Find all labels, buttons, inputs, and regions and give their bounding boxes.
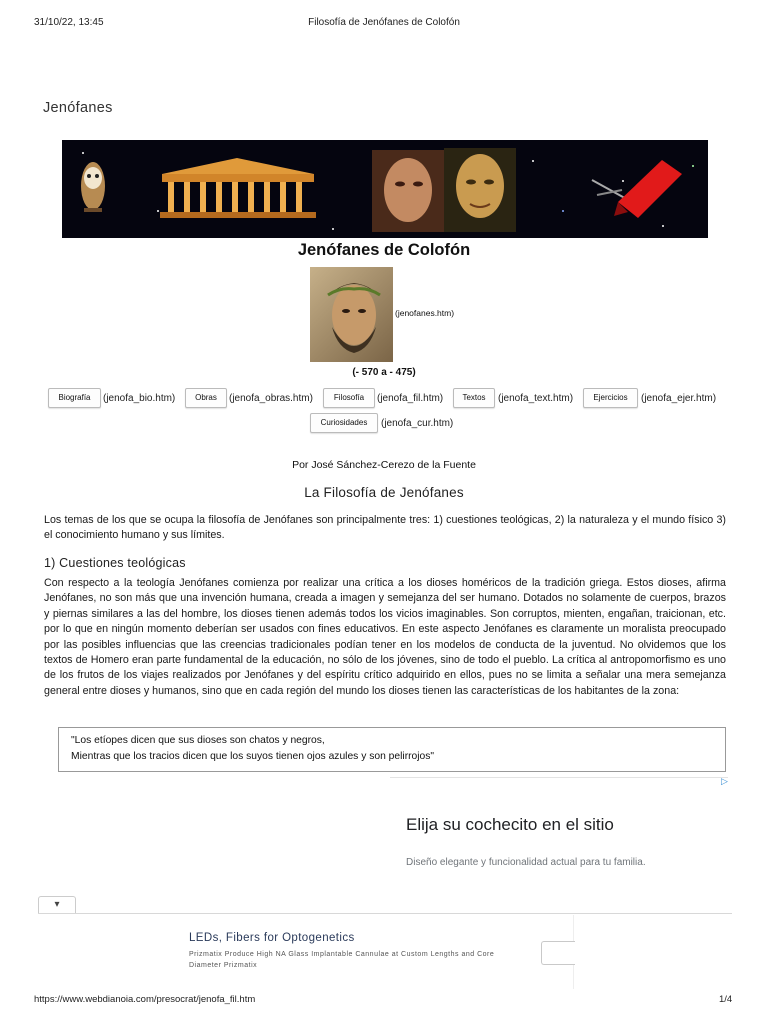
- owl-icon: [81, 162, 105, 212]
- print-doc-title: Filosofía de Jenófanes de Colofón: [308, 17, 460, 28]
- collapse-ad-button[interactable]: [38, 896, 76, 914]
- portrait-image[interactable]: [310, 267, 393, 362]
- subheading-cuestiones-teologicas: 1) Cuestiones teológicas: [44, 556, 186, 570]
- ad-description-leds: Prizmatix Produce High NA Glass Implantable Cannulae at Custom Lengths and Core Diameter Prizmatix: [189, 951, 495, 969]
- nav-button-textos[interactable]: Textos: [453, 388, 495, 408]
- nav-button-obras[interactable]: Obras: [185, 388, 227, 408]
- nav-link-curiosidades[interactable]: (jenofa_cur.htm): [381, 418, 454, 429]
- print-url: https://www.webdianoia.com/presocrat/jenofa_fil.htm: [34, 994, 256, 1005]
- portrait-link[interactable]: (jenofanes.htm): [395, 308, 455, 318]
- nav-button-filosofia[interactable]: Filosofía: [323, 388, 375, 408]
- nav-link-textos[interactable]: (jenofa_text.htm): [498, 393, 574, 404]
- rocket-icon: [592, 160, 682, 218]
- parthenon-icon: [160, 158, 316, 218]
- nav-link-ejercicios[interactable]: (jenofa_ejer.htm): [641, 393, 717, 404]
- ad-title-cochecito[interactable]: Elija su cochecito en el sitio: [406, 815, 614, 834]
- face-icon: [372, 150, 444, 232]
- nav-button-biografia[interactable]: Biografía: [48, 388, 101, 408]
- ad-open-button[interactable]: [541, 941, 575, 965]
- ad-title-leds[interactable]: LEDs, Fibers for Optogenetics: [189, 932, 355, 944]
- intro-paragraph: Los temas de los que se ocupa la filosofía de Jenófanes son principalmente tres: 1) cuestiones teológicas, 2) la naturaleza y el mundo físico 3) el conocimiento humano y sus límites.: [44, 514, 726, 542]
- section-title: La Filosofía de Jenófanes: [304, 485, 464, 500]
- nav-link-obras[interactable]: (jenofa_obras.htm): [229, 393, 313, 404]
- nav-button-curiosidades[interactable]: Curiosidades: [310, 413, 378, 433]
- life-dates: (- 570 a - 475): [352, 367, 416, 378]
- print-page-number: 1/4: [719, 994, 733, 1005]
- mona-lisa-icon: [444, 148, 516, 232]
- page-heading: Jenófanes: [43, 100, 113, 116]
- ad-description-cochecito: Diseño elegante y funcionalidad actual para tu familia.: [406, 857, 646, 868]
- author-line: Por José Sánchez-Cerezo de la Fuente: [292, 459, 476, 471]
- banner-image: [62, 140, 708, 238]
- ad-choices-icon[interactable]: ▷: [721, 776, 728, 786]
- chevron-down-icon: ▾: [54, 899, 60, 910]
- nav-link-biografia[interactable]: (jenofa_bio.htm): [103, 393, 176, 404]
- page-title: Jenófanes de Colofón: [297, 241, 471, 259]
- ad-banner-border: [38, 913, 732, 914]
- nav-link-filosofia[interactable]: (jenofa_fil.htm): [377, 393, 444, 404]
- quote-line-2: Mientras que los tracios dicen que los suyos tienen ojos azules y son pelirrojos": [71, 751, 435, 762]
- print-datetime: 31/10/22, 13:45: [34, 17, 104, 28]
- ad-divider: [390, 777, 728, 778]
- quote-block: [58, 727, 726, 772]
- quote-line-1: "Los etíopes dicen que sus dioses son chatos y negros,: [71, 735, 325, 746]
- body-paragraph: Con respecto a la teología Jenófanes comienza por realizar una crítica a los dioses homéricos de la tradición griega. Estos dioses, afirma Jenófanes, no son más que una invención humana, creada a imagen y semejanza del ser humano. Dotados no solamente de cuerpos, brazos y piernas similares a las del hombre, los dioses tienen además todos los vicios imaginables. Son corruptos, mienten, engañan, traicionan, etc. por lo que en ningún momento deberían ser usados con fines educativos. En este aspecto Jenófanes es claramente un moralista preocupado por las posibles influencias que las creencias tradicionales podían tener en los modelos de conducta de la juventud. No olvidemos que los textos de Homero eran parte fundamental de la educación, no sólo de los jóvenes, sino de todo el pueblo. La crítica al antropomorfismo es uno de los frutos de los viajes realizados por Jenófanes y del espíritu crítico adquirido en ellos, pues no se limita a señalar una mera semejanza general entre dioses y humanos, sino que en cada región del mundo los dioses tienen las características de los habitantes de la zona:: [44, 577, 726, 697]
- nav-button-ejercicios[interactable]: Ejercicios: [583, 388, 638, 408]
